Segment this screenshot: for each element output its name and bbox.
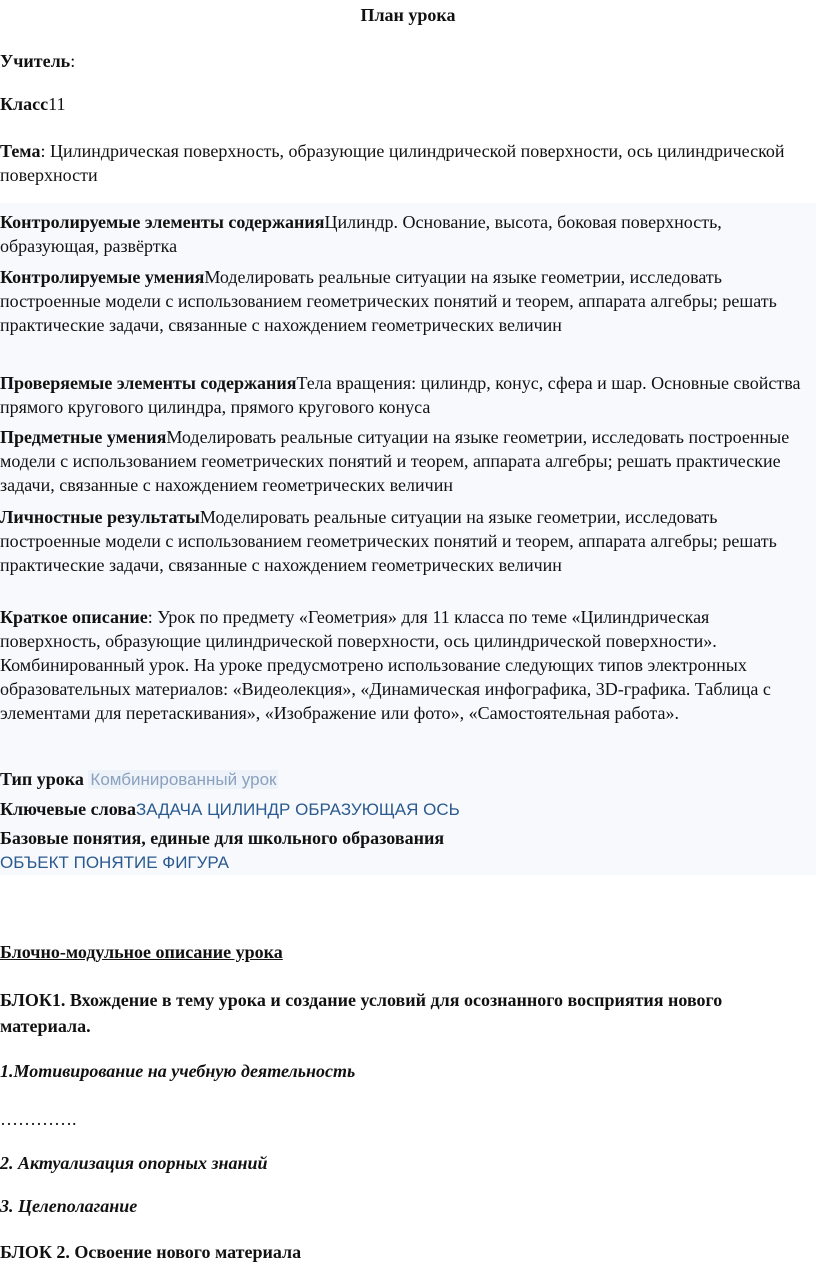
page-title: План урока <box>360 5 456 25</box>
base-concepts-label: Базовые понятия, единые для школьного образования <box>0 828 445 848</box>
keywords-label: Ключевые слова <box>0 799 136 819</box>
class-label: Класс <box>0 94 49 114</box>
block2-heading: БЛОК 2. Освоение нового материала <box>0 1242 302 1262</box>
section-checked-content <box>0 371 812 419</box>
topic-text: Цилиндрическая поверхность, образующие цилиндрической поверхности, ось цилиндрической поверхности <box>0 141 785 185</box>
placeholder-dots: …………. <box>0 1109 77 1129</box>
section-text: Цилиндр. Основание, высота, боковая поверхность, образующая, развёртка <box>0 212 722 256</box>
summary-label: Краткое описание <box>0 607 148 627</box>
module-heading: Блочно-модульное описание урока <box>0 942 283 962</box>
summary-text: Урок по предмету «Геометрия» для 11 класса по теме «Цилиндрическая поверхность, образующие цилиндрической поверхности, ось цилиндрической поверхности». Комбинированный урок. На уроке предусмотрено использование следующих типов электронных образовательных материалов: «Видеолекция», «Динамическая инфографика, 3D-графика. Таблица с элементами для перетаскивания», «Изображение или фото», «Самостоятельная работа». <box>0 607 771 723</box>
summary-paragraph <box>0 605 812 725</box>
base-concepts-value: ОБЪЕКТ ПОНЯТИЕ ФИГУРА <box>0 853 229 872</box>
section-label: Предметные умения <box>0 427 167 447</box>
section-personal-results <box>0 505 812 577</box>
keywords-line <box>0 797 460 822</box>
teacher-sep: : <box>70 51 76 71</box>
section-label: Контролируемые элементы содержания <box>0 212 325 232</box>
topic-paragraph <box>0 139 812 187</box>
section-controlled-content <box>0 210 812 258</box>
topic-sep: : <box>40 141 50 161</box>
teacher-line <box>0 49 75 73</box>
class-line <box>0 92 65 116</box>
section-text: Тела вращения: цилиндр, конус, сфера и шар. Основные свойства прямого кругового цилиндра, прямого кругового конуса <box>0 373 801 417</box>
section-text: Моделировать реальные ситуации на языке геометрии, исследовать построенные модели с использованием геометрических понятий и теорем, аппарата алгебры; решать практические задачи, связанные с нахождением геометрических величин <box>0 507 777 575</box>
block1-heading: БЛОК1. Вхождение в тему урока и создание условий для осознанного восприятия нового материала. <box>0 990 723 1036</box>
section-text: Моделировать реальные ситуации на языке геометрии, исследовать построенные модели с использованием геометрических понятий и теорем, аппарата алгебры; решать практические задачи, связанные с нахождением геометрических величин <box>0 267 777 335</box>
step3-heading: 3. Целеполагание <box>0 1196 138 1216</box>
topic-label: Тема <box>0 141 41 161</box>
step2-heading: 2. Актуализация опорных знаний <box>0 1153 268 1173</box>
step1-heading: 1.Мотивирование на учебную деятельность <box>0 1061 356 1081</box>
section-label: Личностные результаты <box>0 507 200 527</box>
summary-sep: : <box>147 607 158 627</box>
keywords-value: ЗАДАЧА ЦИЛИНДР ОБРАЗУЮЩАЯ ОСЬ <box>135 800 460 819</box>
section-subject-skills <box>0 425 812 497</box>
section-text: Моделировать реальные ситуации на языке геометрии, исследовать построенные модели с использованием геометрических понятий и теорем, аппарата алгебры; решать практические задачи, связанные с нахождением геометрических величин <box>0 427 790 495</box>
section-label: Контролируемые умения <box>0 267 205 287</box>
class-value: 11 <box>48 94 66 114</box>
teacher-label: Учитель <box>0 51 71 71</box>
section-label: Проверяемые элементы содержания <box>0 373 297 393</box>
section-controlled-skills <box>0 265 812 337</box>
lesson-type-line <box>0 767 278 792</box>
lesson-type-value: Комбинированный урок <box>90 770 277 789</box>
lesson-type-label: Тип урока <box>0 769 84 789</box>
